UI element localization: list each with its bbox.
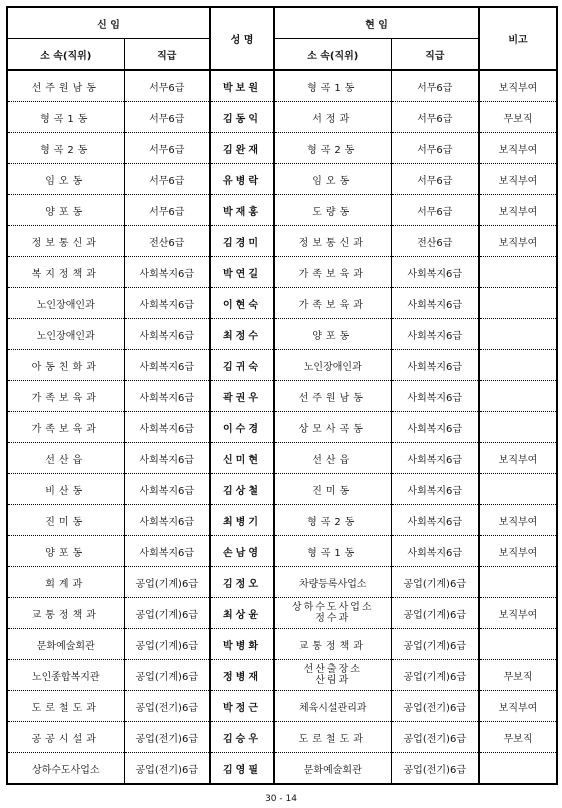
name-cell: 최상윤 <box>210 598 274 629</box>
new-grade-cell: 서무6급 <box>124 102 210 133</box>
note-cell: 보직부여 <box>479 598 557 629</box>
name-cell: 김완재 <box>210 133 274 164</box>
new-dept-cell: 양포동 <box>7 536 124 567</box>
new-dept-cell: 노인장애인과 <box>7 319 124 350</box>
table-row <box>7 133 557 164</box>
current-dept-cell: 형곡1동 <box>274 70 391 102</box>
current-grade-cell: 공업(전기)6급 <box>391 691 479 722</box>
table-row <box>7 598 557 629</box>
new-dept-cell: 형곡1동 <box>7 102 124 133</box>
note-cell: 보직부여 <box>479 164 557 195</box>
new-grade-cell: 공업(기계)6급 <box>124 598 210 629</box>
current-dept-cell: 선산읍 <box>274 443 391 474</box>
current-grade-cell: 서무6급 <box>391 164 479 195</box>
current-grade-cell: 공업(기계)6급 <box>391 598 479 629</box>
name-cell: 박병화 <box>210 629 274 660</box>
note-cell <box>479 753 557 785</box>
new-grade-cell: 공업(전기)6급 <box>124 722 210 753</box>
current-grade-cell: 공업(기계)6급 <box>391 567 479 598</box>
table-row <box>7 629 557 660</box>
new-grade-cell: 사회복지6급 <box>124 350 210 381</box>
table-row <box>7 753 557 785</box>
name-cell: 이현숙 <box>210 288 274 319</box>
name-cell: 박재홍 <box>210 195 274 226</box>
new-dept-cell: 선주원남동 <box>7 70 124 102</box>
table-row <box>7 691 557 722</box>
note-cell: 보직부여 <box>479 536 557 567</box>
name-cell: 김영필 <box>210 753 274 785</box>
current-dept-cell: 상하수도사업소 정수과 <box>274 598 391 629</box>
table-row <box>7 381 557 412</box>
table-row <box>7 567 557 598</box>
new-grade-cell: 공업(전기)6급 <box>124 753 210 785</box>
table-row <box>7 102 557 133</box>
new-grade-cell: 사회복지6급 <box>124 536 210 567</box>
note-cell <box>479 257 557 288</box>
new-dept-cell: 선산읍 <box>7 443 124 474</box>
current-grade-cell: 공업(기계)6급 <box>391 660 479 691</box>
current-dept-cell: 문화예술회관 <box>274 753 391 785</box>
new-dept-cell: 노인장애인과 <box>7 288 124 319</box>
current-dept-cell: 교통정책과 <box>274 629 391 660</box>
new-grade-cell: 사회복지6급 <box>124 474 210 505</box>
table-row <box>7 536 557 567</box>
header-note: 비고 <box>479 7 557 70</box>
new-grade-cell: 사회복지6급 <box>124 257 210 288</box>
table-row <box>7 412 557 443</box>
header-name: 성 명 <box>210 7 274 70</box>
name-cell: 최정수 <box>210 319 274 350</box>
current-grade-cell: 사회복지6급 <box>391 412 479 443</box>
new-grade-cell: 사회복지6급 <box>124 443 210 474</box>
current-dept-cell: 체육시설관리과 <box>274 691 391 722</box>
table-row <box>7 443 557 474</box>
new-dept-cell: 가족보육과 <box>7 381 124 412</box>
new-grade-cell: 서무6급 <box>124 195 210 226</box>
current-dept-cell: 상모사곡동 <box>274 412 391 443</box>
note-cell <box>479 474 557 505</box>
note-cell <box>479 319 557 350</box>
new-grade-cell: 사회복지6급 <box>124 505 210 536</box>
current-grade-cell: 전산6급 <box>391 226 479 257</box>
new-dept-cell: 형곡2동 <box>7 133 124 164</box>
new-dept-cell: 교통정책과 <box>7 598 124 629</box>
current-dept-cell: 도량동 <box>274 195 391 226</box>
current-grade-cell: 사회복지6급 <box>391 536 479 567</box>
current-dept-cell: 임오동 <box>274 164 391 195</box>
current-grade-cell: 서무6급 <box>391 70 479 102</box>
table-row <box>7 474 557 505</box>
table-row <box>7 288 557 319</box>
current-dept-cell: 가족보육과 <box>274 257 391 288</box>
new-dept-cell: 복지정책과 <box>7 257 124 288</box>
table-row <box>7 319 557 350</box>
new-dept-cell: 임오동 <box>7 164 124 195</box>
note-cell <box>479 288 557 319</box>
current-grade-cell: 공업(전기)6급 <box>391 753 479 785</box>
current-grade-cell: 공업(기계)6급 <box>391 629 479 660</box>
name-cell: 유병락 <box>210 164 274 195</box>
new-dept-cell: 도로철도과 <box>7 691 124 722</box>
name-cell: 박보원 <box>210 70 274 102</box>
note-cell <box>479 412 557 443</box>
current-grade-cell: 서무6급 <box>391 133 479 164</box>
current-dept-cell: 가족보육과 <box>274 288 391 319</box>
note-cell: 보직부여 <box>479 691 557 722</box>
note-cell <box>479 350 557 381</box>
new-dept-cell: 가족보육과 <box>7 412 124 443</box>
new-grade-cell: 공업(기계)6급 <box>124 629 210 660</box>
name-cell: 김정오 <box>210 567 274 598</box>
new-grade-cell: 공업(기계)6급 <box>124 567 210 598</box>
new-dept-cell: 노인종합복지관 <box>7 660 124 691</box>
new-grade-cell: 사회복지6급 <box>124 288 210 319</box>
new-grade-cell: 서무6급 <box>124 164 210 195</box>
current-grade-cell: 사회복지6급 <box>391 505 479 536</box>
new-grade-cell: 서무6급 <box>124 133 210 164</box>
new-grade-cell: 서무6급 <box>124 70 210 102</box>
current-grade-cell: 사회복지6급 <box>391 443 479 474</box>
header-new-grade: 직급 <box>124 39 210 71</box>
current-grade-cell: 공업(전기)6급 <box>391 722 479 753</box>
new-dept-cell: 회계과 <box>7 567 124 598</box>
name-cell: 김경미 <box>210 226 274 257</box>
note-cell: 보직부여 <box>479 505 557 536</box>
name-cell: 김귀숙 <box>210 350 274 381</box>
new-dept-cell: 비산동 <box>7 474 124 505</box>
note-cell: 보직부여 <box>479 226 557 257</box>
current-dept-cell: 선산출장소 산림과 <box>274 660 391 691</box>
header-new-dept: 소 속(직위) <box>7 39 124 71</box>
new-grade-cell: 사회복지6급 <box>124 319 210 350</box>
new-dept-cell: 문화예술회관 <box>7 629 124 660</box>
current-dept-cell: 형곡1동 <box>274 536 391 567</box>
name-cell: 박연길 <box>210 257 274 288</box>
table-row <box>7 257 557 288</box>
new-grade-cell: 전산6급 <box>124 226 210 257</box>
name-cell: 최병기 <box>210 505 274 536</box>
name-cell: 김승우 <box>210 722 274 753</box>
table-body <box>7 70 557 784</box>
new-dept-cell: 공공시설과 <box>7 722 124 753</box>
note-cell <box>479 381 557 412</box>
new-grade-cell: 공업(기계)6급 <box>124 660 210 691</box>
new-grade-cell: 사회복지6급 <box>124 412 210 443</box>
table-row <box>7 350 557 381</box>
current-dept-cell: 양포동 <box>274 319 391 350</box>
name-cell: 박정근 <box>210 691 274 722</box>
new-dept-cell: 아동친화과 <box>7 350 124 381</box>
current-grade-cell: 사회복지6급 <box>391 288 479 319</box>
current-grade-cell: 서무6급 <box>391 102 479 133</box>
current-grade-cell: 사회복지6급 <box>391 350 479 381</box>
page-number: 30 - 14 <box>265 794 297 804</box>
note-cell: 보직부여 <box>479 195 557 226</box>
current-grade-cell: 서무6급 <box>391 195 479 226</box>
table-row <box>7 505 557 536</box>
note-cell <box>479 629 557 660</box>
name-cell: 이수경 <box>210 412 274 443</box>
note-cell: 보직부여 <box>479 70 557 102</box>
name-cell: 김동익 <box>210 102 274 133</box>
current-grade-cell: 사회복지6급 <box>391 381 479 412</box>
table-row <box>7 226 557 257</box>
table-row <box>7 164 557 195</box>
table-row <box>7 70 557 102</box>
current-dept-cell: 서정과 <box>274 102 391 133</box>
personnel-table <box>6 6 558 785</box>
current-dept-cell: 선주원남동 <box>274 381 391 412</box>
new-dept-cell: 양포동 <box>7 195 124 226</box>
note-cell: 보직부여 <box>479 443 557 474</box>
name-cell: 신미현 <box>210 443 274 474</box>
current-grade-cell: 사회복지6급 <box>391 474 479 505</box>
table-row <box>7 722 557 753</box>
new-dept-cell: 정보통신과 <box>7 226 124 257</box>
table-row <box>7 195 557 226</box>
new-grade-cell: 사회복지6급 <box>124 381 210 412</box>
current-dept-cell: 차량등록사업소 <box>274 567 391 598</box>
note-cell <box>479 567 557 598</box>
table-row <box>7 660 557 691</box>
new-dept-cell: 진미동 <box>7 505 124 536</box>
note-cell: 무보직 <box>479 102 557 133</box>
name-cell: 곽권우 <box>210 381 274 412</box>
name-cell: 정병재 <box>210 660 274 691</box>
header-current-post: 현 임 <box>274 7 479 39</box>
current-dept-cell: 형곡2동 <box>274 505 391 536</box>
current-grade-cell: 사회복지6급 <box>391 257 479 288</box>
header-cur-grade: 직급 <box>391 39 479 71</box>
current-dept-cell: 노인장애인과 <box>274 350 391 381</box>
current-dept-cell: 정보통신과 <box>274 226 391 257</box>
header-new-post: 신 임 <box>7 7 210 39</box>
note-cell: 무보직 <box>479 660 557 691</box>
current-dept-cell: 형곡2동 <box>274 133 391 164</box>
current-dept-cell: 도로철도과 <box>274 722 391 753</box>
note-cell: 보직부여 <box>479 133 557 164</box>
current-grade-cell: 사회복지6급 <box>391 319 479 350</box>
name-cell: 김상철 <box>210 474 274 505</box>
header-cur-dept: 소 속(직위) <box>274 39 391 71</box>
current-dept-cell: 진미동 <box>274 474 391 505</box>
new-dept-cell: 상하수도사업소 <box>7 753 124 785</box>
new-grade-cell: 공업(전기)6급 <box>124 691 210 722</box>
note-cell: 무보직 <box>479 722 557 753</box>
name-cell: 손남영 <box>210 536 274 567</box>
